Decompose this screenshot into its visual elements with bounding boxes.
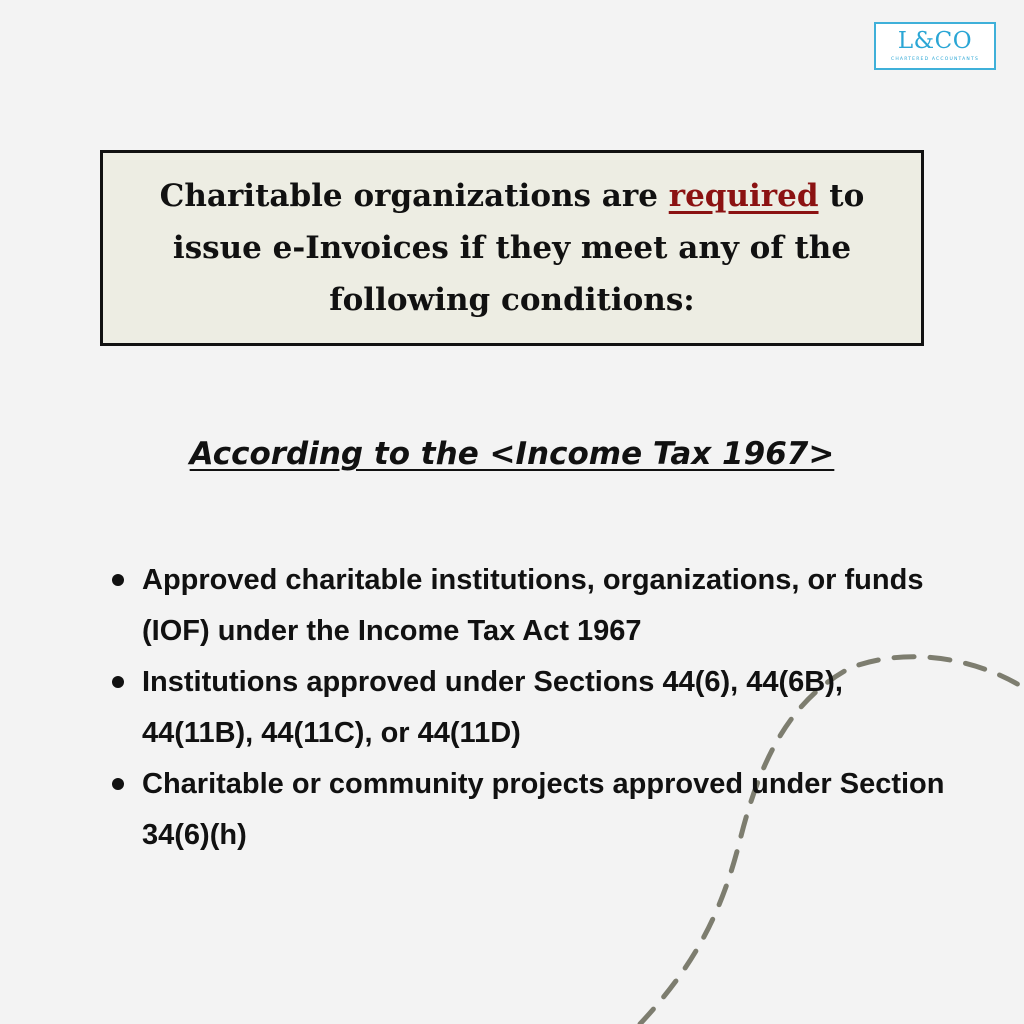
headline-emphasis: required — [668, 178, 819, 214]
conditions-list — [110, 555, 950, 861]
bullet-icon — [112, 676, 124, 688]
logo-mark: L&CO — [897, 28, 973, 54]
list-item — [110, 555, 950, 657]
list-item — [110, 759, 950, 861]
bullet-icon — [112, 574, 124, 586]
list-item — [110, 657, 950, 759]
subheading: According to the <Income Tax 1967> — [189, 436, 835, 472]
headline-text-before: Charitable organizations are — [159, 178, 669, 214]
condition-text: Charitable or community projects approved under Section 34(6)(h) — [142, 768, 945, 851]
headline-box — [100, 150, 924, 346]
headline-text-after: to issue e-Invoices if they meet any of the following conditions: — [172, 178, 865, 318]
headline — [103, 170, 921, 326]
logo-tagline: CHARTERED ACCOUNTANTS — [891, 57, 979, 62]
bullet-icon — [112, 778, 124, 790]
company-logo — [874, 22, 996, 70]
condition-text: Approved charitable institutions, organizations, or funds (IOF) under the Income Tax Act 1967 — [142, 564, 924, 647]
condition-text: Institutions approved under Sections 44(6), 44(6B), 44(11B), 44(11C), or 44(11D) — [142, 666, 843, 749]
